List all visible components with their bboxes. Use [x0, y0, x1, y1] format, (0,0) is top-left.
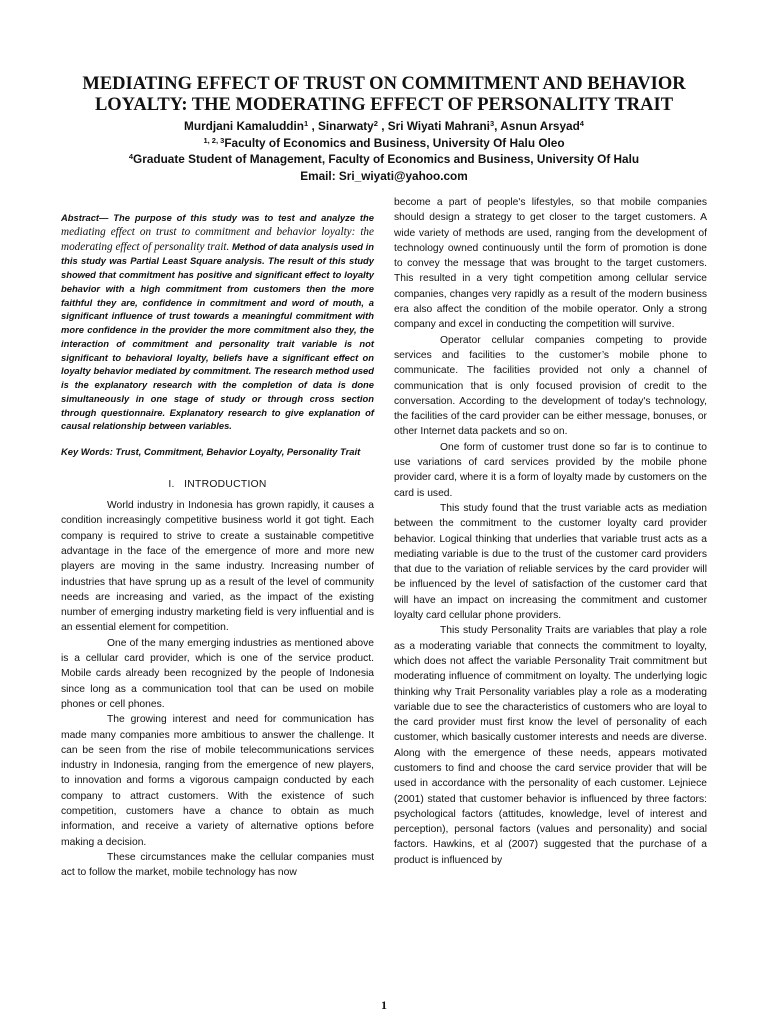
author-affiliation-mark: 3 — [489, 119, 495, 128]
body-paragraph: The growing interest and need for communication has made many companies more ambitious to answer the challenge. It can be seen from the rise of mobile telecommunications services industry in Indonesia, ranging from the emergence of new players, to innovation and forms a vigorous campaign conducted by each company to attract customers. With the existence of such competition, customers have a chance to obtain as much information, and receive a variety of alternative options before making a decision. — [61, 714, 374, 848]
body-paragraph: Operator cellular companies competing to provide services and facilities to the customer’s mobile phone to communicate. The facilities provided not only a channel of communication that is only focused provision of credit to the conversation. According to the development of today's technology, the facilities of the card provider can be either message, bonuses, or other Internet data packets and so on. — [394, 334, 707, 438]
affiliation-mark: 1, 2, 3 — [203, 135, 225, 145]
abstract-lead: Abstract— The purpose of this study was to test and analyze the — [61, 212, 374, 223]
body-paragraph: This study Personality Traits are variables that play a role as a moderating variable that connects the commitment to loyalty, which does not affect the variable Personality Trait commitment but moderating influence of commitment on loyalty. The underlying logic thinking why Trait Personality variables play a role as a moderating variable due to see the characteristics of customers who are loyal to the card provider must first know the level of personality of each customer, which basically customer interests and needs are diverse. Along with the emergence of these needs, appears motivated customers to find and choose the card service provider that will be used in accordance with the personality of each customer. Lejniece (2001) stated that customer behavior is influenced by three factors: psychological factors (attitudes, knowledge, level of interest and perception), personal factors (values and personality) and social factors. Hawkins, et al (2007) suggested that the purchase of a product is influenced by — [394, 625, 707, 866]
author-name: Sinarwaty — [318, 119, 374, 133]
section-heading-introduction: I. INTRODUCTION — [168, 478, 267, 490]
author-separator: , — [377, 119, 388, 133]
abstract-body: Method of data analysis used in this study was Partial Least Square analysis. The result of this study showed that commitment has positive and significant effect to loyalty behavior with a high commitment from customers then the more faithful they are, confidence in commitment and word of mouth, a significant influence of trust towards a meaningful commitment with more confidence in the provider the more commitment also they, the interaction of commitment and personality trait variable is not significant to behavioral loyalty, beliefs have a significant effect on loyalty behavior mediated by commitment. The research method used is the explanatory research with the completion of data is done simultaneously in one stage of study or through cross section through questionnaire. Explanatory research to give explanation of causal relationship between variables. — [61, 240, 374, 432]
affiliation-mark: 4 — [128, 152, 134, 161]
title-line-2: LOYALTY: THE MODERATING EFFECT OF PERSONALITY TRAIT — [94, 95, 674, 115]
left-column — [61, 195, 374, 880]
author-affiliation-mark: 2 — [373, 119, 378, 128]
abstract-title-phrase: mediating effect on trust to commitment and behavior loyalty: the moderating effect of personality trait. — [61, 225, 374, 253]
author-name: Asnun Arsyad — [500, 119, 580, 133]
body-paragraph: One form of customer trust done so far is to continue to use variations of card services provided by the mobile phone provider card, where it is a form of loyalty made by customers on the card is used. — [394, 441, 707, 499]
body-paragraph: One of the many emerging industries as mentioned above is a cellular card provider, which is one of the service product. Mobile cards already been recognized by the people of Indonesia since long as a communication tool that can be used on mobile phones or cell phones. — [61, 637, 374, 710]
body-paragraph: World industry in Indonesia has grown rapidly, it causes a condition increasingly competitive business world it got tight. Each company is required to strive to create a sustainable competitive advantage in the face of the emergence of more and more new players are moving in the same industry. Increasing number of industries that have sprung up as a result of the level of community needs are increasing and varied, as the impact of the existing number of emerging industry marketing field is very influential and is an essential element for competition. — [61, 500, 374, 634]
email-line: Email: Sri_wiyati@yahoo.com — [300, 168, 468, 183]
keywords: Key Words: Trust, Commitment, Behavior Loyalty, Personality Trait — [61, 446, 361, 457]
affiliation-2 — [60, 151, 708, 168]
author-separator: , — [308, 119, 319, 133]
author-name: Sri Wiyati Mahrani — [387, 119, 490, 133]
author-affiliation-mark: 1 — [304, 119, 309, 128]
page-number: 1 — [381, 998, 387, 1012]
body-paragraph: become a part of people's lifestyles, so that mobile companies should design a strategy to get closer to the target customers. A wide variety of methods are used, ranging from the development of technology owned continuously until the form of promotion is done to convey the message that was brought to the target customers. This resulted in a very tight competition among cellular service companies, changes very rapidly as a result of the modern business era also affect the condition of the mobile operator. Only a strong company and excel in conducting the competition will survive. — [394, 197, 707, 331]
author-separator: , — [494, 119, 501, 133]
paper-title — [60, 74, 708, 116]
title-line-1: MEDIATING EFFECT OF TRUST ON COMMITMENT AND BEHAVIOR — [82, 74, 686, 94]
right-column — [394, 195, 707, 868]
affiliation-text: Faculty of Economics and Business, University Of Halu Oleo — [224, 135, 565, 150]
affiliation-text: Graduate Student of Management, Faculty of Economics and Business, University Of Halu — [133, 152, 640, 166]
author-affiliation-mark: 4 — [579, 119, 584, 128]
header-block — [60, 74, 708, 184]
body-paragraph: These circumstances make the cellular companies must act to follow the market, mobile technology has now — [61, 851, 374, 879]
affiliation-1 — [60, 135, 708, 152]
author-name: Murdjani Kamaluddin — [184, 119, 304, 133]
author-list — [60, 118, 708, 135]
body-paragraph: This study found that the trust variable acts as mediation between the commitment to the customer loyalty card provider behavior. Logical thinking that underlies that variable trust acts as a mediating variable is due to the trust of the customer card providers that due to the variation of reliable services by the card provider will be influenced by the level of satisfaction of the customer card that will have an impact on increasing the commitment and customer loyalty card cellular phone providers. — [394, 502, 707, 622]
abstract — [61, 211, 374, 433]
